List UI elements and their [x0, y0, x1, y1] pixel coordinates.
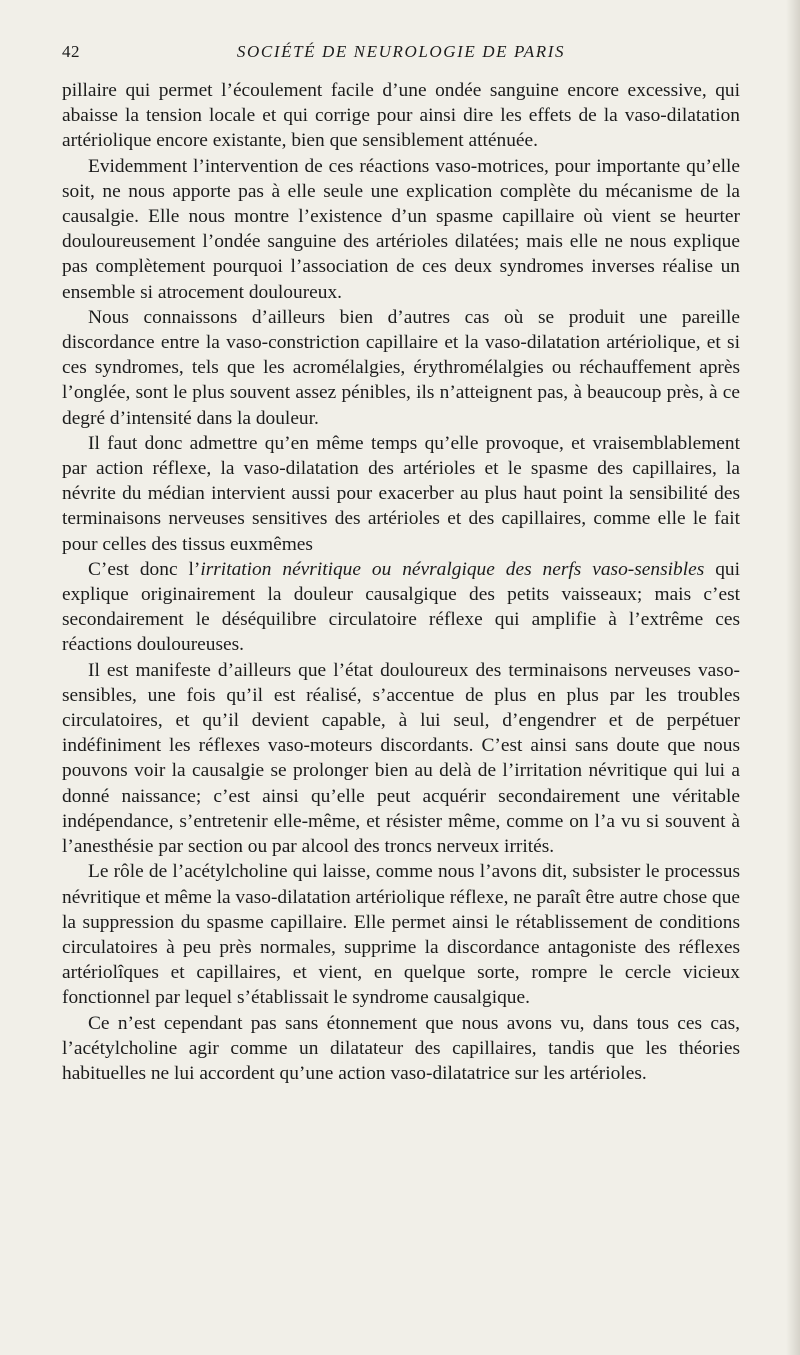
paragraph-text: qui explique originairement la douleur causalgique des petits vaisseaux; mais c’est secondairement le déséquilibre circulatoire réflexe qui amplifie à l’extrême ces réactions douloureuses. — [62, 558, 740, 656]
paragraph-text: pillaire qui permet l’écoulement facile d’une ondée sanguine encore excessive, qui abaisse la tension locale et qui corrige pour ainsi dire les effets de la vaso-dilatation artériolique encore existante, bien que sensiblement atténuée. — [62, 80, 740, 152]
paragraph-3 — [62, 305, 740, 431]
paragraph-text: Nous connaissons d’ailleurs bien d’autres cas où se produit une pareille discordance entre la vaso-constriction capillaire et la vaso-dilatation artériolique, et si ces syndromes, tels que les acromélalgies, érythromélalgies ou réchauffement après l’onglée, sont le plus souvent assez pénibles, ils n’atteignent pas, à beaucoup près, à ce degré d’intensité dans la douleur. — [62, 306, 740, 429]
paragraph-text: Il est manifeste d’ailleurs que l’état douloureux des terminaisons nerveuses vaso-sensibles, une fois qu’il est réalisé, s’accentue de plus en plus par les troubles circulatoires, et qu’il devient capable, à lui seul, d’engendrer et de perpétuer indéfiniment les réflexes vaso-moteurs discordants. C’est ainsi sans doute que nous pouvons voir la causalgie se prolonger bien au delà de l’irritation névritique qui lui a donné naissance; c’est ainsi qu’elle peut acquérir secondairement une véritable indépendance, s’entretenir elle-même, et résister même, comme on l’a vu si souvent à l’anesthésie par section ou par alcool des troncs nerveux irrités. — [62, 659, 740, 858]
paragraph-text: Il faut donc admettre qu’en même temps qu’elle provoque, et vraisemblablement par action réflexe, la vaso-dilatation des artérioles et le spasme des capillaires, la névrite du médian intervient aussi pour exacerber au plus haut point la sensibilité des terminaisons nerveuses sensitives des artérioles et des capillaires, comme elle le fait pour celles des tissus euxmêmes — [62, 432, 740, 555]
journal-title: SOCIÉTÉ DE NEUROLOGIE DE PARIS — [236, 42, 566, 61]
paragraph-text: Le rôle de l’acétylcholine qui laisse, comme nous l’avons dit, subsister le processus névritique et même la vaso-dilatation artériolique réflexe, ne paraît être autre chose que la suppression du spasme capillaire. Elle permet ainsi le rétablissement de conditions circulatoires à peu près normales, supprime la discordance antagoniste des réflexes artériolîques et capillaires, et vient, en quelque sorte, rompre le cercle vicieux fonctionnel par lequel s’établissait le syndrome causalgique. — [62, 861, 740, 1009]
paragraph-text: Evidemment l’intervention de ces réactions vaso-motrices, pour importante qu’elle soit, ne nous apporte pas à elle seule une explication complète du mécanisme de la causalgie. Elle nous montre l’existence d’un spasme capillaire où vient se heurter douloureusement l’ondée sanguine des artérioles dilatées; mais elle ne nous explique pas complètement pourquoi l’association de ces deux syndromes inverses réalise un ensemble si atrocement douloureux. — [62, 155, 740, 303]
page-number: 42 — [62, 42, 80, 61]
page-edge-shadow — [786, 0, 800, 1355]
paragraph-text: C’est donc l’ — [88, 558, 201, 580]
paragraph-5 — [62, 557, 740, 658]
paragraph-2 — [62, 154, 740, 305]
article-body — [62, 78, 740, 1086]
paragraph-6 — [62, 658, 740, 860]
paragraph-7 — [62, 859, 740, 1010]
paragraph-text: Ce n’est cependant pas sans étonnement que nous avons vu, dans tous ces cas, l’acétylcholine agir comme un dilatateur des capillaires, tandis que les théories habituelles ne lui accordent qu’une action vaso-dilatatrice sur les artérioles. — [62, 1012, 740, 1084]
paragraph-8 — [62, 1011, 740, 1087]
emphasis-text: irritation névritique ou névralgique des nerfs vaso-sensibles — [200, 558, 705, 580]
paragraph-1 — [62, 78, 740, 154]
paragraph-4 — [62, 431, 740, 557]
running-header — [62, 42, 740, 68]
